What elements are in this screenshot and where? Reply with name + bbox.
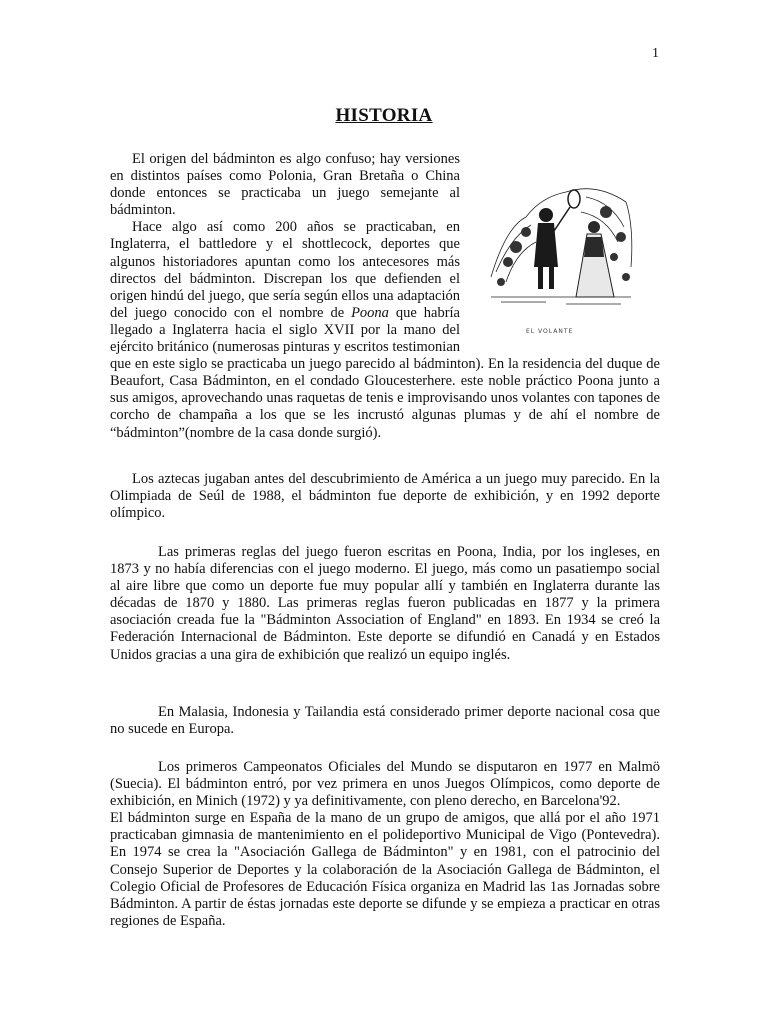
aztecs-block xyxy=(110,471,660,522)
paragraph-england-text-a: Hace algo así como 200 años se practicaban, en Inglaterra, el battledore y el shottlecock, deportes que algunos historiadores apuntan como los antecesores más directos del bádminton. Discrepan los que defienden el origen hindú del juego, que sería según ellos una adaptación del juego conocido con el nombre de xyxy=(110,219,460,321)
page-number: 1 xyxy=(652,46,659,61)
poona-term: Poona xyxy=(351,304,389,321)
page-title: HISTORIA xyxy=(335,104,433,126)
paragraph-aztecs: Los aztecas jugaban antes del descubrimiento de América a un juego muy parecido. En la Olimpiada de Seúl de 1988, el bádminton fue deporte de exhibición, y en 1992 deporte olímpico. xyxy=(110,471,660,522)
illustration-caption: EL VOLANTE xyxy=(526,328,574,335)
engraving-image xyxy=(486,157,636,317)
history-intro-block xyxy=(110,151,660,442)
paragraph-first-rules: Las primeras reglas del juego fueron escritas en Poona, India, por los ingleses, en 1873 y no había diferencias con el juego moderno. El juego, más como un pasatiempo social al aire libre que como un deporte fue muy popular allí y también en Inglaterra durante las décadas de 1870 y 1880. Las primeras reglas fueron publicadas en 1877 y la primera asociación creada fue la "Bádminton Association of England" en 1893. En 1934 se creó la Federación Internacional de Bádminton. Este deporte se difundió en Canadá y en Estados Unidos gracias a una gira de exhibición que realizó un equipo inglés. xyxy=(110,544,660,663)
paragraph-england-text-b: que habría llegado a Inglaterra hacia el siglo XVII por la mano del ejército británico (numerosas pinturas y escritos testimonian que en este siglo se practicaba un juego parecido al bádminton). En la residencia del duque de Beaufort, Casa Bádminton, en el condado Gloucesterhere. este noble práctico Poona junto a sus amigos, aprovechando unas raquetas de tenis e improvisando unos volantes con tapones de corcho de champaña a los que se les incrustó algunas plumas y de ahí el nombre de “bádminton”(nombre de la casa donde surgió). xyxy=(110,304,660,441)
paragraph-world-championships: Los primeros Campeonatos Oficiales del Mundo se disputaron en 1977 en Malmö (Suecia). El bádminton entró, por vez primera en unos Juegos Olímpicos, como deporte de exhibición, en Minich (1972) y ya definitivamente, con pleno derecho, en Barcelona'92. xyxy=(110,759,660,810)
paragraph-origin: El origen del bádminton es algo confuso; hay versiones en distintos países como Polonia, Gran Bretaña o China donde entonces se practicaba un juego semejante al bádminton. xyxy=(110,151,460,219)
paragraph-national-sport: En Malasia, Indonesia y Tailandia está considerado primer deporte nacional cosa que no sucede en Europa. xyxy=(110,704,660,738)
asia-block xyxy=(110,704,660,738)
badminton-illustration xyxy=(476,151,660,341)
rules-block xyxy=(110,544,660,664)
paragraph-spain: El bádminton surge en España de la mano de un grupo de amigos, que allá por el año 1971 practicaban gimnasia de mantenimiento en el polideportivo Municipal de Vigo (Pontevedra). En 1974 se crea la "Asociación Gallega de Bádminton" y en 1981, con el patrocinio del Consejo Superior de Deportes y la colaboración de la Asociación Gallega de Bádminton, el Colegio Oficial de Profesores de Educación Física organiza en Madrid las 1as Jornadas sobre Bádminton. A partir de éstas jornadas este deporte se difunde y se empieza a practicar en otras regiones de España. xyxy=(110,810,660,929)
championships-block xyxy=(110,759,660,930)
